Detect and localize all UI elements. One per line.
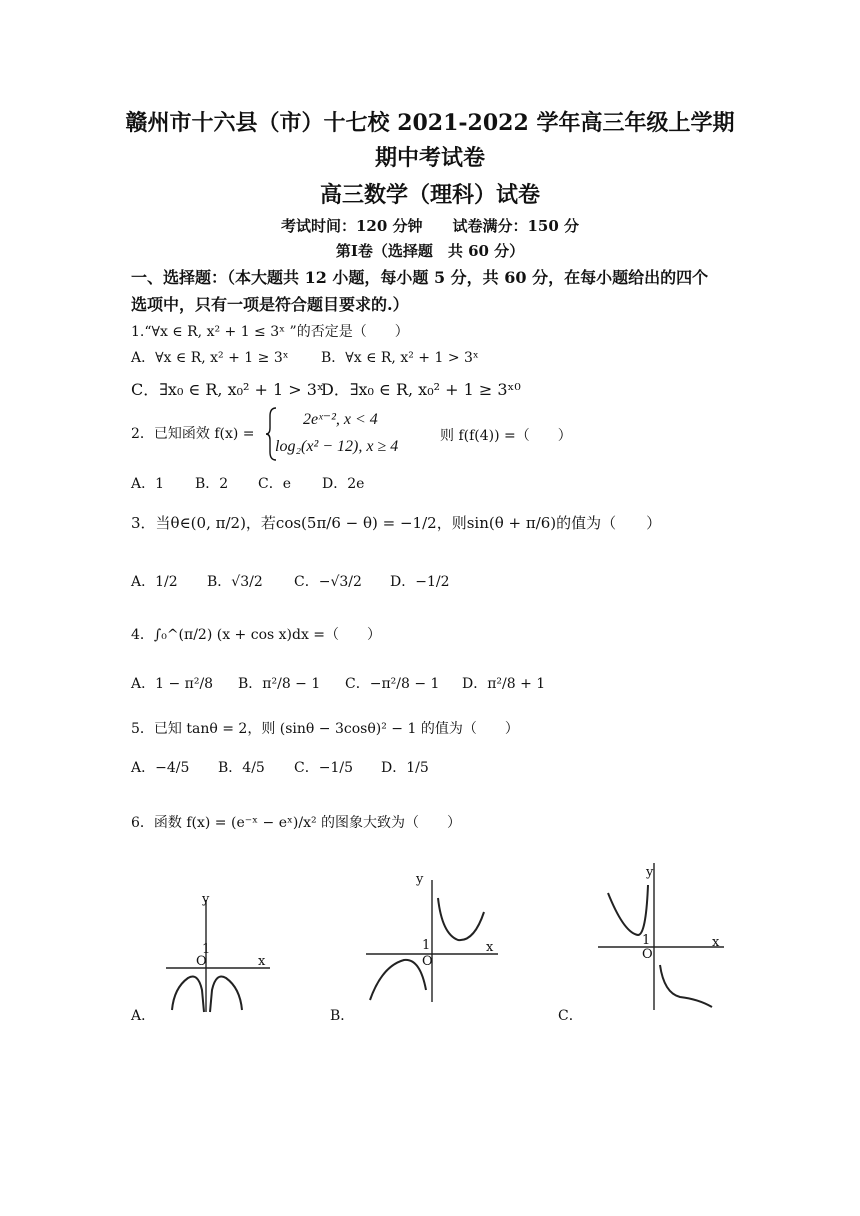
- q2-suffix: 则 f(f(4)) =（ ）: [440, 428, 572, 444]
- q6-graph-c: [594, 855, 729, 1015]
- q5-option-d: D．1/5: [381, 760, 429, 776]
- q2-option-a: A．1: [131, 476, 165, 492]
- q1-option-b: B．∀x ∈ R, x² + 1 > 3ˣ: [321, 350, 479, 366]
- graph-c-x-label: x: [712, 935, 720, 950]
- q4-option-d: D．π²/8 + 1: [462, 676, 546, 692]
- graph-b-one: 1: [422, 938, 431, 953]
- section-heading-line1: 一、选择题：（本大题共 12 小题，每小题 5 分，共 60 分，在每小题给出的四个: [131, 268, 709, 287]
- graph-c-one: 1: [642, 933, 651, 948]
- q6-option-a: A．: [131, 1008, 156, 1024]
- q1-stem: 1.“∀x ∈ R, x² + 1 ≤ 3ˣ ”的否定是（ ）: [131, 324, 409, 340]
- q5-stem: 5．已知 tanθ = 2，则 (sinθ − 3cosθ)² − 1 的值为（ ）: [131, 721, 519, 737]
- exam-title-line3: 高三数学（理科）试卷: [319, 182, 540, 208]
- graph-b-x-label: x: [486, 940, 494, 955]
- q2-case2: log₂(x² − 12), x ≥ 4: [275, 438, 399, 455]
- q5-option-c: C．−1/5: [294, 760, 353, 776]
- q6-stem: 6．函数 f(x) = (e⁻ˣ − eˣ)/x² 的图象大致为（ ）: [131, 815, 462, 831]
- q2-option-d: D．2e: [322, 476, 365, 492]
- q6-option-c: C．: [558, 1008, 583, 1024]
- graph-a-y-label: y: [202, 892, 210, 907]
- q3-option-b: B．√3/2: [207, 574, 263, 590]
- q1-option-d: D．∃x₀ ∈ R, x₀² + 1 ≥ 3ˣ⁰: [321, 380, 521, 399]
- exam-title-line1: 赣州市十六县（市）十七校 2021-2022 学年高三年级上学期: [125, 110, 735, 136]
- q3-option-d: D．−1/2: [390, 574, 450, 590]
- graph-c-y-label: y: [646, 865, 654, 880]
- q1-option-a: A．∀x ∈ R, x² + 1 ≥ 3ˣ: [131, 350, 289, 366]
- exam-title-line2: 期中考试卷: [374, 145, 485, 171]
- part-label: 第Ⅰ卷（选择题 共 60 分）: [335, 242, 525, 260]
- q2-option-c: C．e: [258, 476, 291, 492]
- q2-case1: 2eˣ⁻², x < 4: [303, 411, 378, 428]
- q4-stem: 4．∫₀^(π/2) (x + cos x)dx =（ ）: [131, 627, 382, 643]
- q3-stem: 3．当θ∈(0, π/2)，若cos(5π/6 − θ) = −1/2，则sin(θ + π/6)的值为（ ）: [131, 514, 662, 532]
- graph-b-origin: O: [422, 954, 433, 969]
- section-heading-line2: 选项中，只有一项是符合题目要求的.）: [131, 295, 409, 314]
- q4-option-b: B．π²/8 − 1: [238, 676, 321, 692]
- q6-graph-a: [160, 890, 275, 1015]
- q6-option-b: B．: [330, 1008, 355, 1024]
- q5-option-b: B．4/5: [218, 760, 265, 776]
- graph-a-origin: O: [196, 954, 207, 969]
- q2-option-b: B．2: [195, 476, 229, 492]
- graph-a-x-label: x: [258, 954, 266, 969]
- q1-option-c: C．∃x₀ ∈ R, x₀² + 1 > 3ˣ: [131, 380, 324, 399]
- q5-option-a: A．−4/5: [131, 760, 190, 776]
- exam-info: 考试时间：120 分钟 试卷满分：150 分: [280, 217, 580, 235]
- q3-option-a: A．1/2: [131, 574, 178, 590]
- q4-option-c: C．−π²/8 − 1: [345, 676, 440, 692]
- graph-a-one: 1: [202, 942, 211, 957]
- graph-b-y-label: y: [416, 872, 424, 887]
- q4-option-a: A．1 − π²/8: [131, 676, 214, 692]
- q6-graph-b: [362, 870, 502, 1005]
- q2-prefix: 2．已知函效 f(x) =: [131, 426, 255, 442]
- graph-c-origin: O: [642, 947, 653, 962]
- q3-option-c: C．−√3/2: [294, 574, 362, 590]
